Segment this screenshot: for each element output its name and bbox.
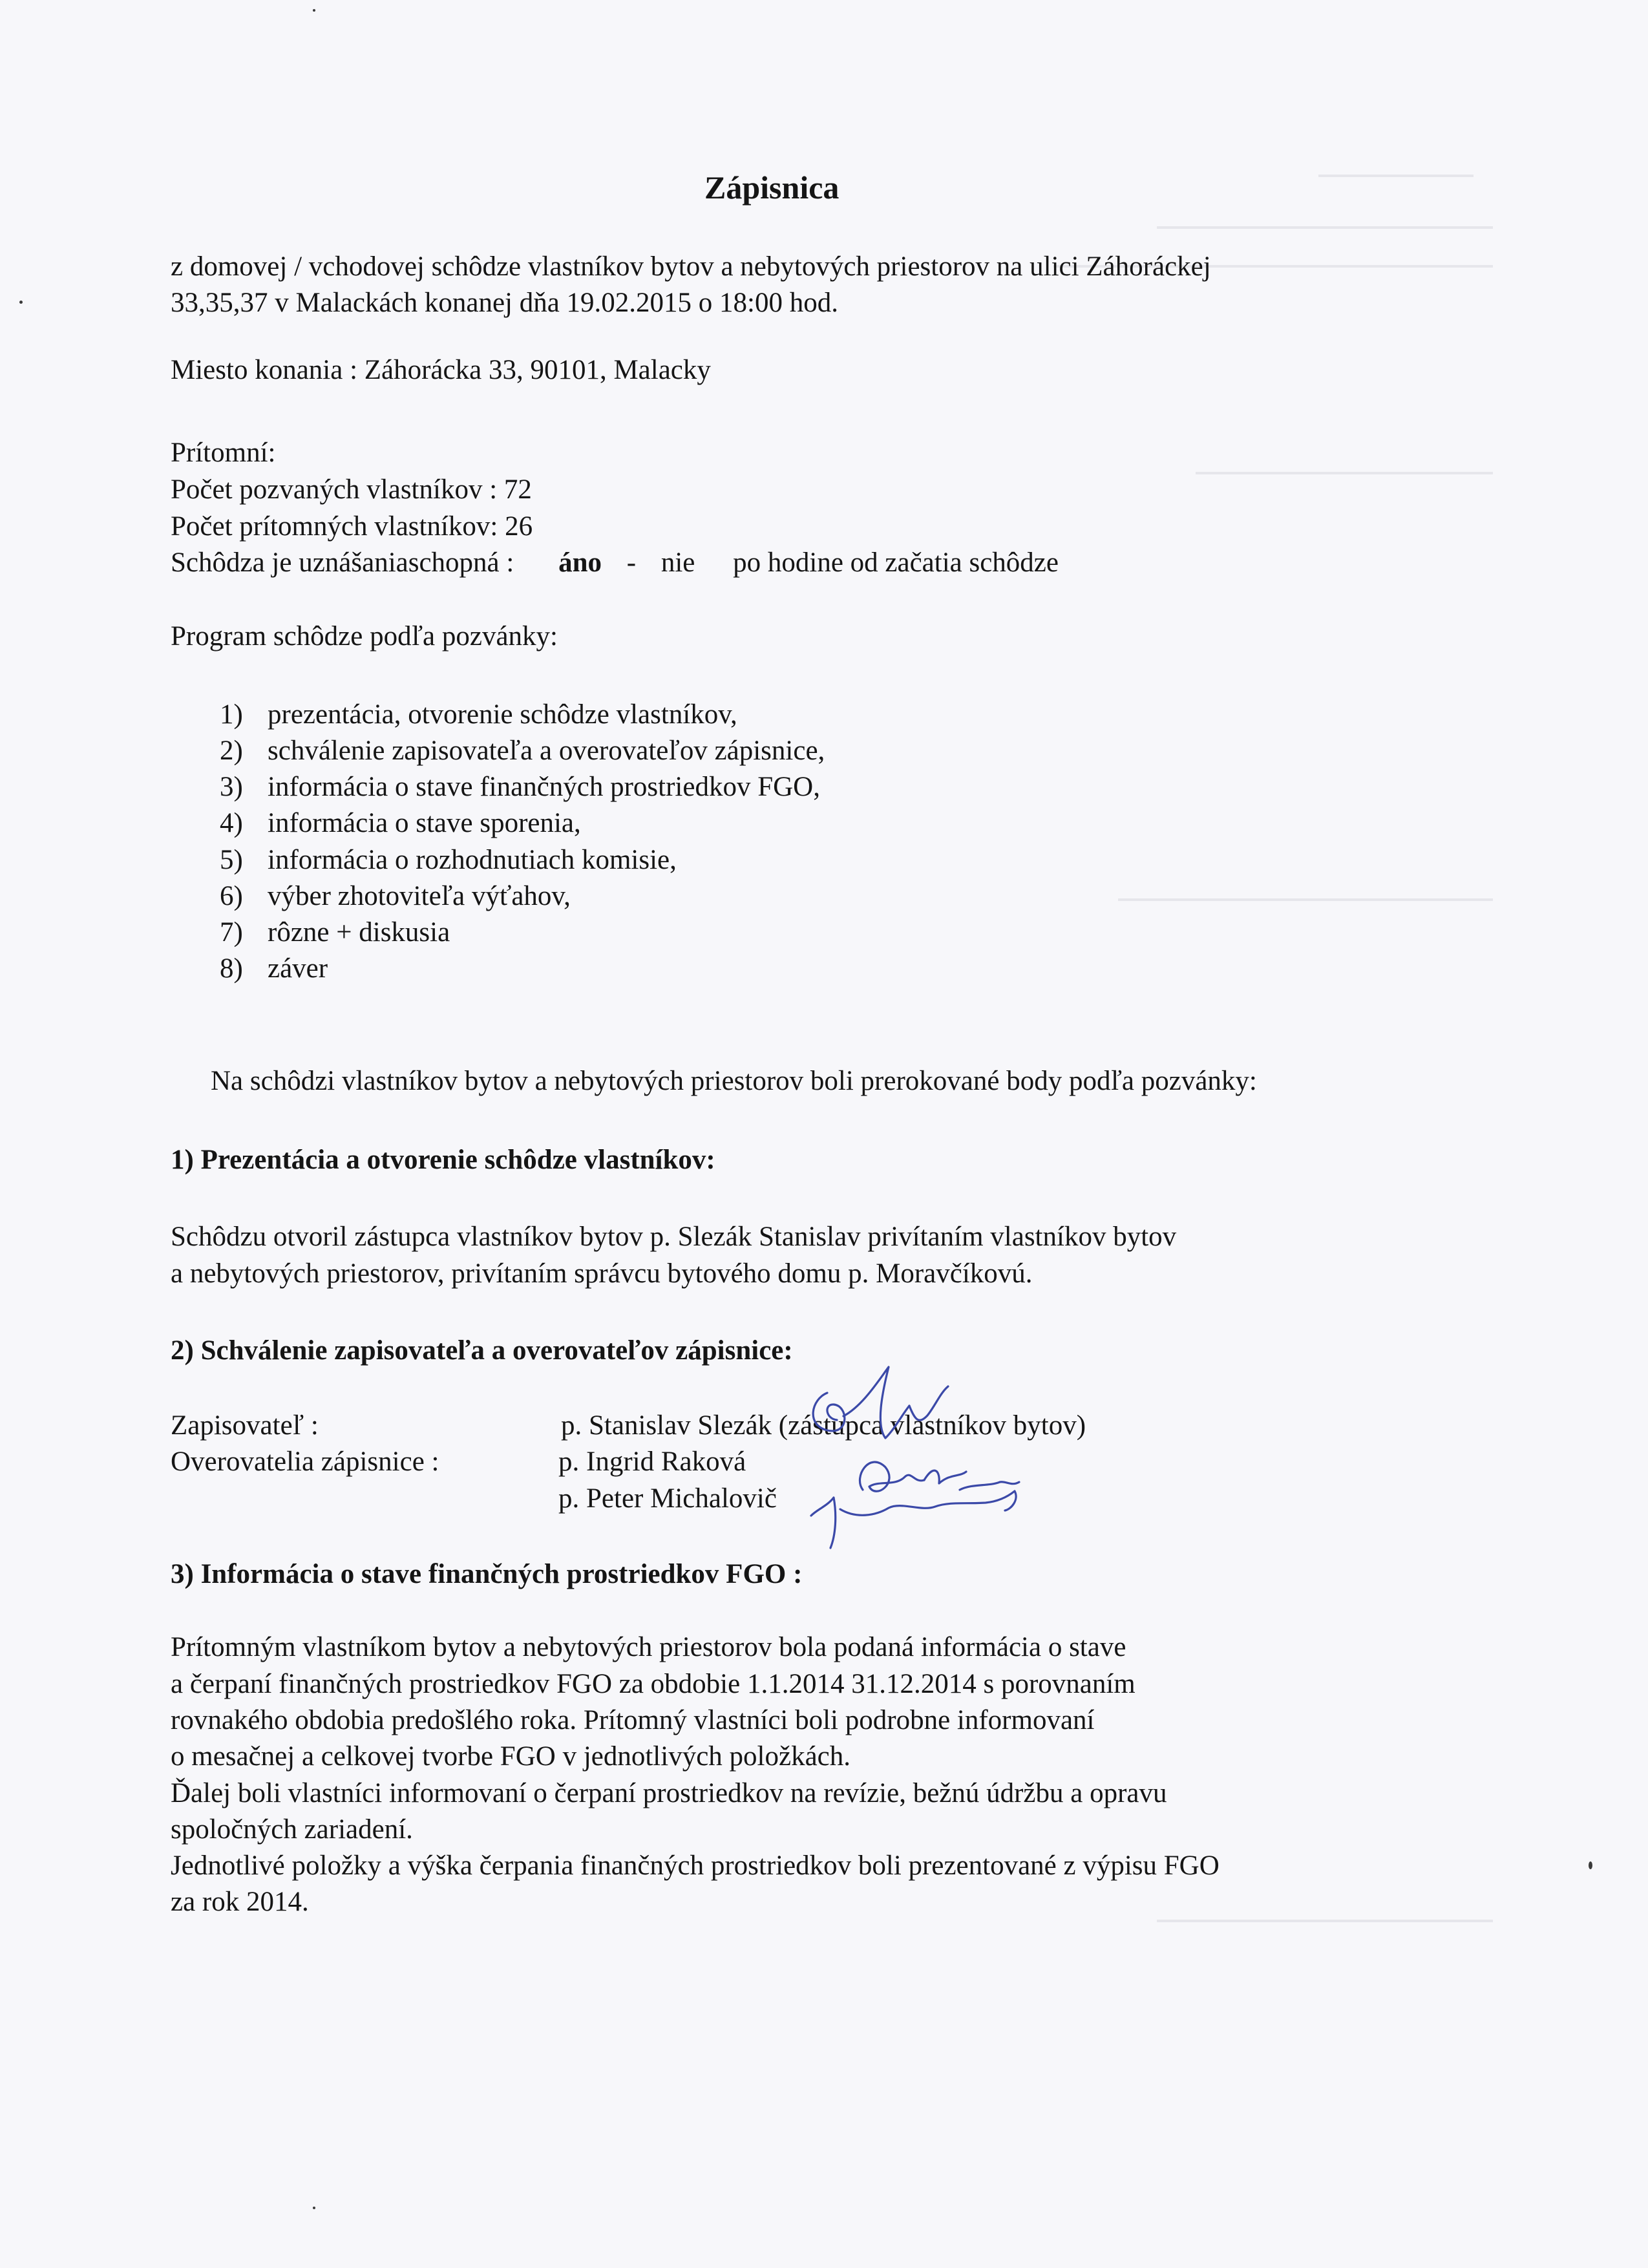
intro-line-1: z domovej / vchodovej schôdze vlastníkov bytov a nebytových priestorov na ulici Záhoráckej <box>171 251 1211 282</box>
section-1-line-2: a nebytových priestorov, privítaním správcu bytového domu p. Moravčíkovú. <box>171 1258 1033 1289</box>
scan-speck <box>313 2207 315 2209</box>
agenda-item: 7) rôzne + diskusia <box>220 917 450 948</box>
scan-speck <box>313 9 315 12</box>
agenda-item: 5) informácia o rozhodnutiach komisie, <box>220 845 677 875</box>
verifier-2: p. Peter Michalovič <box>558 1483 777 1514</box>
scan-speck <box>19 301 23 304</box>
section-3-heading: 3) Informácia o stave finančných prostriedkov FGO : <box>171 1559 803 1589</box>
invited-owners-count: Počet pozvaných vlastníkov : 72 <box>171 474 532 505</box>
agenda-item: 2) schválenie zapisovateľa a overovateľov zápisnice, <box>220 736 825 766</box>
agenda-heading: Program schôdze podľa pozvánky: <box>171 621 558 652</box>
section-3-line-5: Ďalej boli vlastníci informovaní o čerpaní prostriedkov na revízie, bežnú údržbu a opravu <box>171 1778 1167 1808</box>
section-3-line-1: Prítomným vlastníkom bytov a nebytových priestorov bola podaná informácia o stave <box>171 1632 1126 1662</box>
meeting-venue: Miesto konania : Záhorácka 33, 90101, Malacky <box>171 355 711 385</box>
recorder-label: Zapisovateľ : <box>171 1410 319 1441</box>
quorum-label: Schôdza je uznášaniaschopná : <box>171 547 514 578</box>
attendance-label: Prítomní: <box>171 438 276 468</box>
recorder-value: p. Stanislav Slezák (zástupca vlastníkov bytov) <box>561 1410 1086 1441</box>
quorum-row <box>171 545 1059 581</box>
verifier-1: p. Ingrid Raková <box>558 1447 746 1477</box>
quorum-separator: - <box>626 547 637 578</box>
quorum-yes: áno <box>558 547 602 578</box>
document-title: Zápisnica <box>704 169 840 206</box>
section-1-heading: 1) Prezentácia a otvorenie schôdze vlastníkov: <box>171 1145 715 1175</box>
agenda-item: 3) informácia o stave finančných prostriedkov FGO, <box>220 772 820 802</box>
quorum-after-hour: po hodine od začatia schôdze <box>733 547 1059 578</box>
section-1-line-1: Schôdzu otvoril zástupca vlastníkov bytov p. Slezák Stanislav privítaním vlastníkov bytov <box>171 1222 1177 1252</box>
scan-speck <box>1589 1861 1592 1869</box>
present-owners-count: Počet prítomných vlastníkov: 26 <box>171 511 533 542</box>
section-3-line-8: za rok 2014. <box>171 1887 309 1917</box>
section-3-line-7: Jednotlivé položky a výška čerpania finančných prostriedkov boli prezentované z výpisu FGO <box>171 1850 1220 1881</box>
quorum-no: nie <box>660 547 695 578</box>
agenda-item: 6) výber zhotoviteľa výťahov, <box>220 881 571 911</box>
section-3-line-4: o mesačnej a celkovej tvorbe FGO v jednotlivých položkách. <box>171 1741 850 1772</box>
agenda-item: 4) informácia o stave sporenia, <box>220 808 581 838</box>
agenda-item: 1) prezentácia, otvorenie schôdze vlastníkov, <box>220 699 737 730</box>
section-3-line-2: a čerpaní finančných prostriedkov FGO za obdobie 1.1.2014 31.12.2014 s porovnaním <box>171 1669 1136 1699</box>
discussed-points-intro: Na schôdzi vlastníkov bytov a nebytových priestorov boli prerokované body podľa pozvánky: <box>211 1066 1257 1096</box>
section-2-heading: 2) Schválenie zapisovateľa a overovateľov zápisnice: <box>171 1335 793 1366</box>
verifiers-label: Overovatelia zápisnice : <box>171 1447 439 1477</box>
intro-line-2: 33,35,37 v Malackách konanej dňa 19.02.2015 o 18:00 hod. <box>171 288 839 318</box>
agenda-item: 8) záver <box>220 953 328 984</box>
section-3-line-3: rovnakého obdobia predošlého roka. Prítomný vlastníci boli podrobne informovaní <box>171 1705 1095 1735</box>
handwritten-signature-icon <box>766 1354 1063 1554</box>
section-3-line-6: spoločných zariadení. <box>171 1814 413 1845</box>
